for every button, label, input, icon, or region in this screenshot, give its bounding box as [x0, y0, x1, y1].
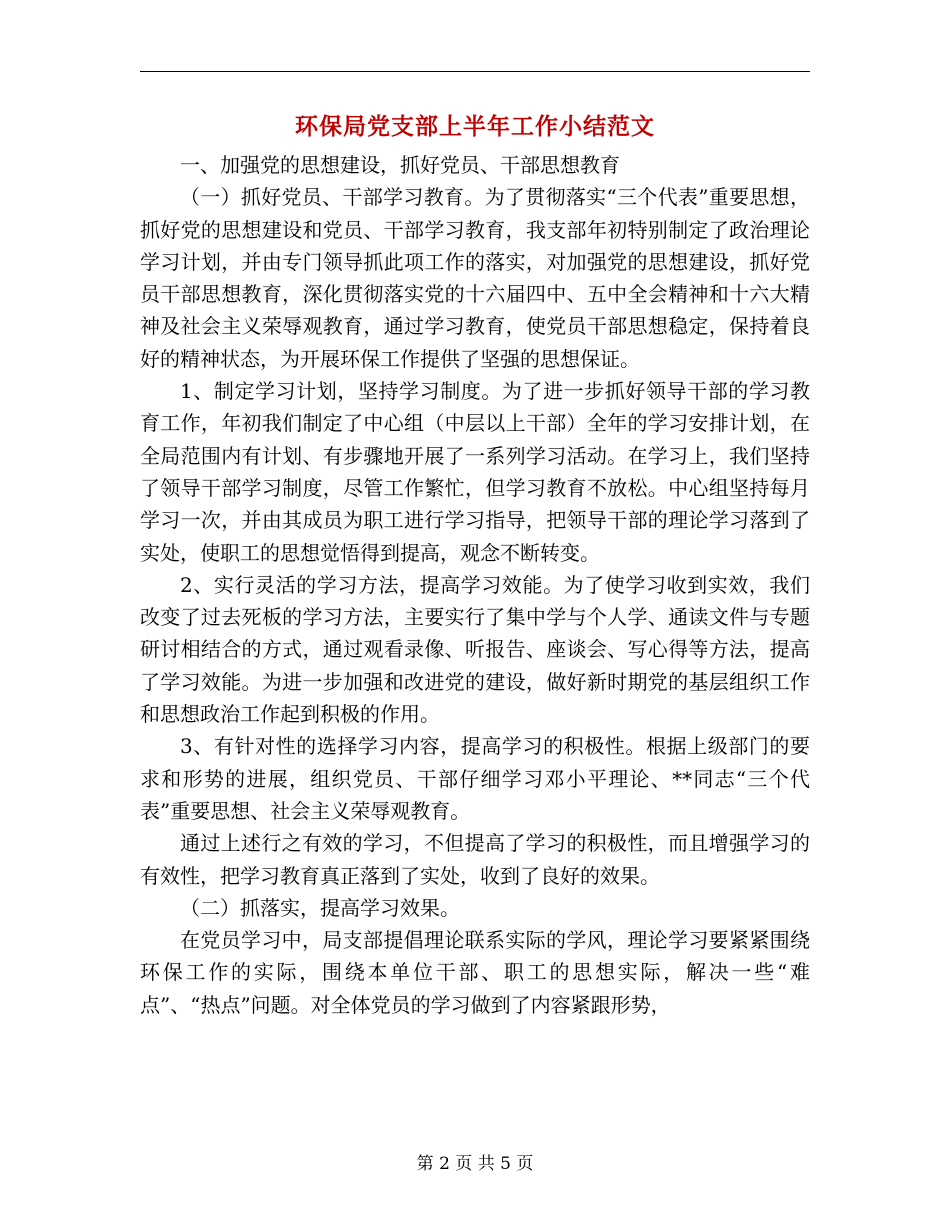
page-current-number: 2 — [439, 1154, 450, 1174]
page-footer — [140, 1152, 810, 1176]
header-rule — [140, 71, 810, 72]
page-label-prefix: 第 — [416, 1154, 434, 1174]
page-total-number: 5 — [500, 1154, 511, 1174]
paragraph: 通过上述行之有效的学习，不但提高了学习的积极性，而且增强学习的有效性，把学习教育真正落到了实处，收到了良好的效果。 — [140, 831, 810, 888]
paragraph: 1、制定学习计划，坚持学习制度。为了进一步抓好领导干部的学习教育工作，年初我们制定了中心组（中层以上干部）全年的学习安排计划，在全局范围内有计划、有步骤地开展了一系列学习活动。在学习上，我们坚持了领导干部学习制度，尽管工作繁忙，但学习教育不放松。中心组坚持每月学习一次，并由其成员为职工进行学习指导，把领导干部的理论学习落到了实处，使职工的思想觉悟得到提高，观念不断转变。 — [140, 379, 810, 565]
document-title: 环保局党支部上半年工作小结范文 — [295, 113, 655, 140]
paragraph: 在党员学习中，局支部提倡理论联系实际的学风，理论学习要紧紧围绕环保工作的实际，围绕本单位干部、职工的思想实际，解决一些“难点”、“热点”问题。对全体党员的学习做到了内容紧跟形势， — [140, 928, 810, 1017]
document-body — [140, 149, 810, 1021]
paragraph: 一、加强党的思想建设，抓好党员、干部思想教育 — [180, 153, 620, 177]
page-label-suffix: 页 — [516, 1154, 534, 1174]
paragraph: （一）抓好党员、干部学习教育。为了贯彻落实“三个代表”重要思想，抓好党的思想建设和党员、干部学习教育，我支部年初特别制定了政治理论学习计划，并由专门领导抓此项工作的落实，对加强党的思想建设，抓好党员干部思想教育，深化贯彻落实党的十六届四中、五中全会精神和十六大精神及社会主义荣辱观教育，通过学习教育，使党员干部思想稳定，保持着良好的精神状态，为开展环保工作提供了坚强的思想保证。 — [140, 185, 810, 371]
page-label-mid: 页 共 — [455, 1154, 495, 1174]
paragraph: （二）抓落实，提高学习效果。 — [180, 895, 460, 920]
paragraph: 2、实行灵活的学习方法，提高学习效能。为了使学习收到实效，我们改变了过去死板的学习方法，主要实行了集中学与个人学、通读文件与专题研讨相结合的方式，通过观看录像、听报告、座谈会、写心得等方法，提高了学习效能。为进一步加强和改进党的建设，做好新时期党的基层组织工作和思想政治工作起到积极的作用。 — [140, 572, 810, 727]
paragraph: 3、有针对性的选择学习内容，提高学习的积极性。根据上级部门的要求和形势的进展，组织党员、干部仔细学习邓小平理论、**同志“三个代表”重要思想、社会主义荣辱观教育。 — [140, 734, 810, 823]
